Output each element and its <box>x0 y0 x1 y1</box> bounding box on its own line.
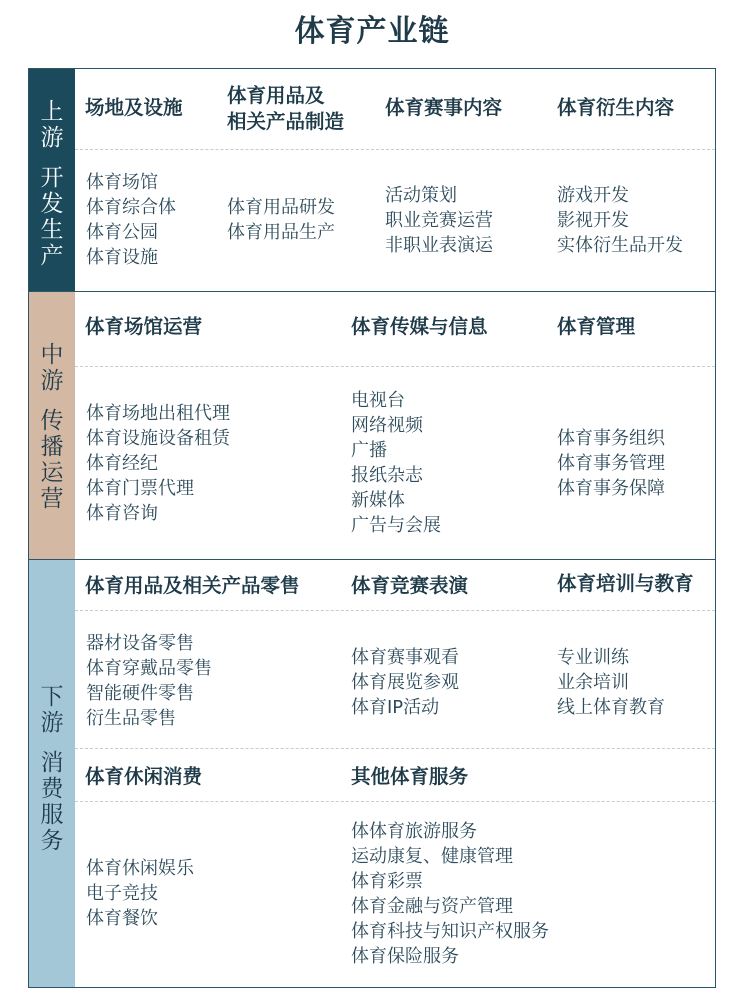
list-item: 体育餐饮 <box>86 908 158 929</box>
list-item: 体育综合体 <box>86 197 176 218</box>
downstream-sidebar <box>29 560 75 987</box>
list-item: 广告与会展 <box>351 515 441 536</box>
midstream-side-char: 游 <box>40 368 64 394</box>
list-item: 体育科技与知识产权服务 <box>351 921 549 942</box>
list-item: 体育经纪 <box>86 453 158 474</box>
list-item: 活动策划 <box>385 185 457 206</box>
divider <box>75 149 715 150</box>
upstream-sidebar <box>29 69 75 291</box>
list-item: 运动康复、健康管理 <box>351 846 513 867</box>
column-header: 其他体育服务 <box>351 765 469 788</box>
upstream-side-char: 产 <box>40 243 64 269</box>
item-list <box>351 819 549 969</box>
item-list <box>86 856 194 931</box>
downstream-side-char: 服 <box>40 802 64 828</box>
list-item: 体育保险服务 <box>351 946 459 967</box>
list-item: 体育门票代理 <box>86 478 194 499</box>
column-header: 体育传媒与信息 <box>351 315 488 338</box>
midstream-side-char: 播 <box>40 434 64 460</box>
column-header: 体育赛事内容 <box>385 96 503 119</box>
list-item: 专业训练 <box>557 647 629 668</box>
list-item: 器材设备零售 <box>86 633 194 654</box>
item-list <box>557 426 665 501</box>
column-header: 体育衍生内容 <box>557 96 675 119</box>
column-header: 体育用品及相关产品零售 <box>85 574 300 597</box>
upstream-side-char: 上 <box>40 99 64 125</box>
list-item: 实体衍生品开发 <box>557 235 683 256</box>
list-item: 体育咨询 <box>86 503 158 524</box>
list-item: 业余培训 <box>557 672 629 693</box>
list-item: 体育设施 <box>86 247 158 268</box>
upstream-side-char: 发 <box>40 191 64 217</box>
item-list <box>557 183 683 258</box>
column-header: 体育用品及 相关产品制造 <box>227 84 345 133</box>
downstream-side-char: 务 <box>40 828 64 854</box>
column-header: 体育场馆运营 <box>85 315 203 338</box>
list-item: 体育公园 <box>86 222 158 243</box>
upstream-side-char: 游 <box>40 125 64 151</box>
list-item: 网络视频 <box>351 415 423 436</box>
midstream-side-char: 运 <box>40 460 64 486</box>
downstream-side-char: 消 <box>40 750 64 776</box>
list-item: 新媒体 <box>351 490 405 511</box>
item-list <box>227 195 335 245</box>
list-item: 体育IP活动 <box>351 697 440 718</box>
item-list <box>557 645 665 720</box>
downstream-panel <box>28 560 716 988</box>
list-item: 体育休闲娱乐 <box>86 858 194 879</box>
midstream-side-char: 传 <box>40 408 64 434</box>
list-item: 广播 <box>351 440 387 461</box>
column-header: 体育休闲消费 <box>85 765 203 788</box>
item-list <box>351 388 441 538</box>
upstream-side-char: 生 <box>40 217 64 243</box>
column-header: 体育竞赛表演 <box>351 574 469 597</box>
list-item: 体育穿戴品零售 <box>86 658 212 679</box>
column-header: 场地及设施 <box>85 96 183 119</box>
list-item: 体育展览参观 <box>351 672 459 693</box>
list-item: 电视台 <box>351 390 405 411</box>
list-item: 体育彩票 <box>351 871 423 892</box>
list-item: 电子竞技 <box>86 883 158 904</box>
list-item: 体育用品研发 <box>227 197 335 218</box>
upstream-side-char: 开 <box>40 165 64 191</box>
downstream-side-char: 费 <box>40 776 64 802</box>
midstream-side-char: 营 <box>40 486 64 512</box>
list-item: 非职业表演运 <box>385 235 493 256</box>
item-list <box>351 645 459 720</box>
item-list <box>86 631 212 731</box>
list-item: 报纸杂志 <box>351 465 423 486</box>
divider <box>75 366 715 367</box>
item-list <box>86 401 230 526</box>
list-item: 体育金融与资产管理 <box>351 896 513 917</box>
upstream-panel <box>28 68 716 292</box>
list-item: 智能硬件零售 <box>86 683 194 704</box>
column-header: 体育管理 <box>557 315 636 338</box>
divider <box>75 610 715 611</box>
list-item: 职业竞赛运营 <box>385 210 493 231</box>
list-item: 衍生品零售 <box>86 708 176 729</box>
item-list <box>385 183 493 258</box>
list-item: 体育设施设备租赁 <box>86 428 230 449</box>
divider <box>75 801 715 802</box>
list-item: 体育事务管理 <box>557 453 665 474</box>
downstream-side-char: 游 <box>40 710 64 736</box>
list-item: 线上体育教育 <box>557 697 665 718</box>
midstream-sidebar <box>29 292 75 559</box>
divider <box>75 748 715 749</box>
list-item: 体育事务保障 <box>557 478 665 499</box>
list-item: 体体育旅游服务 <box>351 821 477 842</box>
page-title: 体育产业链 <box>294 14 450 49</box>
midstream-side-char: 中 <box>40 342 64 368</box>
item-list <box>86 170 176 270</box>
list-item: 体育用品生产 <box>227 222 335 243</box>
list-item: 游戏开发 <box>557 185 629 206</box>
list-item: 体育赛事观看 <box>351 647 459 668</box>
list-item: 体育场地出租代理 <box>86 403 230 424</box>
column-header: 体育培训与教育 <box>557 572 694 595</box>
downstream-side-char: 下 <box>40 684 64 710</box>
list-item: 影视开发 <box>557 210 629 231</box>
list-item: 体育场馆 <box>86 172 158 193</box>
midstream-panel <box>28 292 716 560</box>
list-item: 体育事务组织 <box>557 428 665 449</box>
